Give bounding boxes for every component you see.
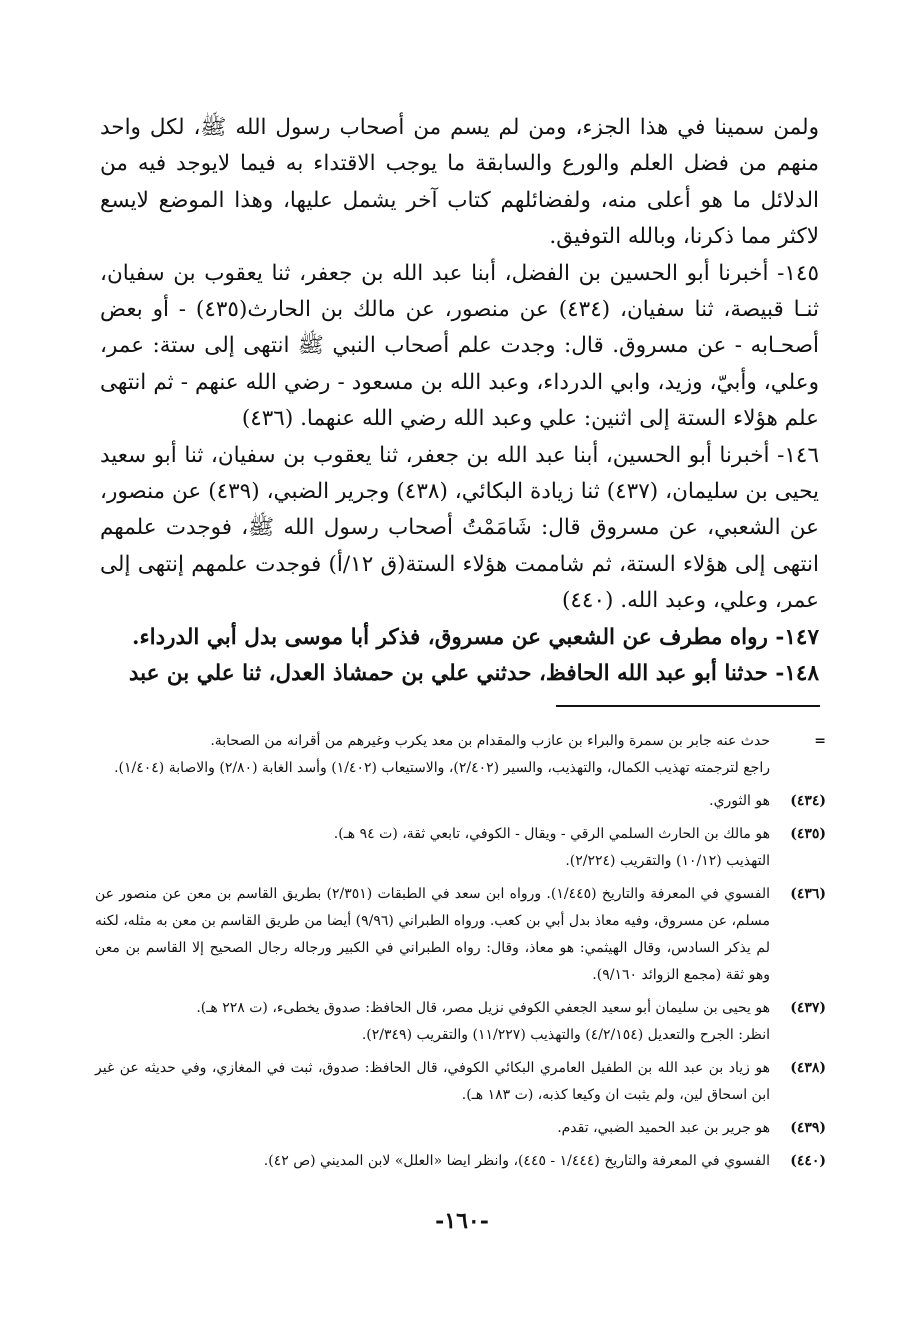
footnote-line: هو زياد بن عبد الله بن الطفيل العامري البكائي الكوفي، قال الحافظ: صدوق، ثبت في المغازي، وفي حديثه عن غير ابن اسحاق لين، ولم يثبت ان وكيعا كذبه، (ت ١٨٣ هـ). [95,1060,770,1103]
footnotes-block [95,728,826,1181]
footnote-line: هو يحيى بن سليمان أبو سعيد الجعفي الكوفي نزيل مصر، قال الحافظ: صدوق يخطىء، (ت ٢٢٨ هـ). [196,1000,770,1016]
narration-145: ١٤٥- أخبرنا أبو الحسين بن الفضل، أبنا عبد الله بن جعفر، ثنا يعقوب بن سفيان، ثنـا قبيصة، ثنا سفيان، (٤٣٤) عن منصور، عن مالك بن الحارث(٤٣٥) - أو بعض أصحـابه - عن مسروق. قال: وجدت علم أصحاب النبي ﷺ انتهى إلى ستة: عمر، وعلي، وأبيّ، وزيد، وابي الدرداء، وعبد الله بن مسعود - رضي الله عنهم - ثم انتهى علم هؤلاء الستة إلى اثنين: علي وعبد الله رضي الله عنهما. (٤٣٦) [100,260,819,432]
footnote-number: (٤٣٧) [790,1000,826,1016]
footnote-437 [95,995,826,1049]
footnote-line: الفسوي في المعرفة والتاريخ (١/٤٤٤ - ٤٤٥)، وانظر ايضا «العلل» لابن المديني (ص ٤٢). [263,1153,770,1169]
footnote-line: هو الثوري. [709,793,770,809]
footnote-line: الفسوي في المعرفة والتاريخ (١/٤٤٥). ورواه ابن سعد في الطبقات (٢/٣٥١) بطريق القاسم بن معن عن منصور عن مسلم، عن مسروق، وفيه معاذ بدل أبي بن كعب. ورواه الطبراني (٩/٩٦) أيضا من طريق القاسم بن معن به مثله، لكنه لم يذكر السادس، وقال الهيثمي: هو معاذ، وقال: رواه الطبراني في الكبير ورجاله رجال الصحيح إلا القاسم بن معن وهو ثقة (مجمع الزوائد ٩/١٦٠). [95,886,770,983]
footnote-number: (٤٣٦) [790,886,826,902]
footnote-separator [556,705,820,707]
footnote-body [95,728,770,782]
intro-paragraph: ولمن سمينا في هذا الجزء، ومن لم يسم من أصحاب رسول الله ﷺ، لكل واحد منهم من فضل العلم والورع والسابقة ما يوجب الاقتداء به فيما لايوجد فيه من الدلائل ما هو أعلى منه، ولفضائلهم كتاب آخر يشمل عليها، وهذا الموضع لايسع لاكثر مما ذكرنا، وبالله التوفيق. [100,115,819,250]
footnote-body [95,1148,770,1175]
footnote-number: (٤٣٨) [790,1060,826,1076]
footnote-line: هو مالك بن الحارث السلمي الرقي - ويقال - الكوفي، تابعي ثقة، (ت ٩٤ هـ). [333,826,770,842]
footnote-440 [95,1148,826,1175]
footnote-line: راجع لترجمته تهذيب الكمال، والتهذيب، والسير (٢/٤٠٢)، والاستيعاب (١/٤٠٢) وأسد الغابة (٢/٨٠) والاصابة (١/٤٠٤). [114,760,770,776]
footnote-continuation-mark: = [814,733,826,749]
footnote-439 [95,1115,826,1142]
footnote-436 [95,881,826,989]
footnote-435 [95,821,826,875]
footnote-line: حدث عنه جابر بن سمرة والبراء بن عازب والمقدام بن معد يكرب وغيرهم من أقرانه من الصحابة. [210,733,770,749]
narration-146: ١٤٦- أخبرنا أبو الحسين، أبنا عبد الله بن جعفر، ثنا يعقوب بن سفيان، ثنا أبو سعيد يحيى بن سليمان، (٤٣٧) ثنا زيادة البكائي، (٤٣٨) وجرير الضبي، (٤٣٩) عن منصور، عن الشعبي، عن مسروق قال: شَامَمْتُ أصحاب رسول الله ﷺ، فوجدت علمهم انتهى إلى هؤلاء الستة، ثم شاممت هؤلاء الستة(ق ١٢/أ) فوجدت علمهم إنتهى إلى عمر، وعلي، وعبد الله. (٤٤٠) [100,442,819,614]
footnote-body [95,881,770,989]
footnote-number: (٤٤٠) [790,1153,826,1169]
footnote-continuation [95,728,826,782]
page-number: -١٦٠- [435,1208,489,1234]
narration-147: ١٤٧- رواه مطرف عن الشعبي عن مسروق، فذكر أبا موسى بدل أبي الدرداء. [132,624,819,650]
footnote-line: التهذيب (١٠/١٢) والتقريب (٢/٢٢٤). [565,853,770,869]
footnote-body [95,995,770,1049]
footnote-number: (٤٣٩) [790,1120,826,1136]
footnote-number: (٤٣٤) [790,793,826,809]
footnote-line: انظر: الجرح والتعديل (٤/٢/١٥٤) والتهذيب (١١/٢٢٧) والتقريب (٢/٣٤٩). [361,1027,770,1043]
narration-148: ١٤٨- حدثنا أبو عبد الله الحافظ، حدثني علي بن حمشاذ العدل، ثنا علي بن عبد [128,661,819,687]
footnote-body [95,1115,770,1142]
footnote-438 [95,1055,826,1109]
footnote-body [95,1055,770,1109]
main-text-block [100,110,819,693]
footnote-line: هو جرير بن عبد الحميد الضبي، تقدم. [557,1120,770,1136]
footnote-body [95,821,770,875]
footnote-body [95,788,770,815]
footnote-434 [95,788,826,815]
footnote-number: (٤٣٥) [790,826,826,842]
